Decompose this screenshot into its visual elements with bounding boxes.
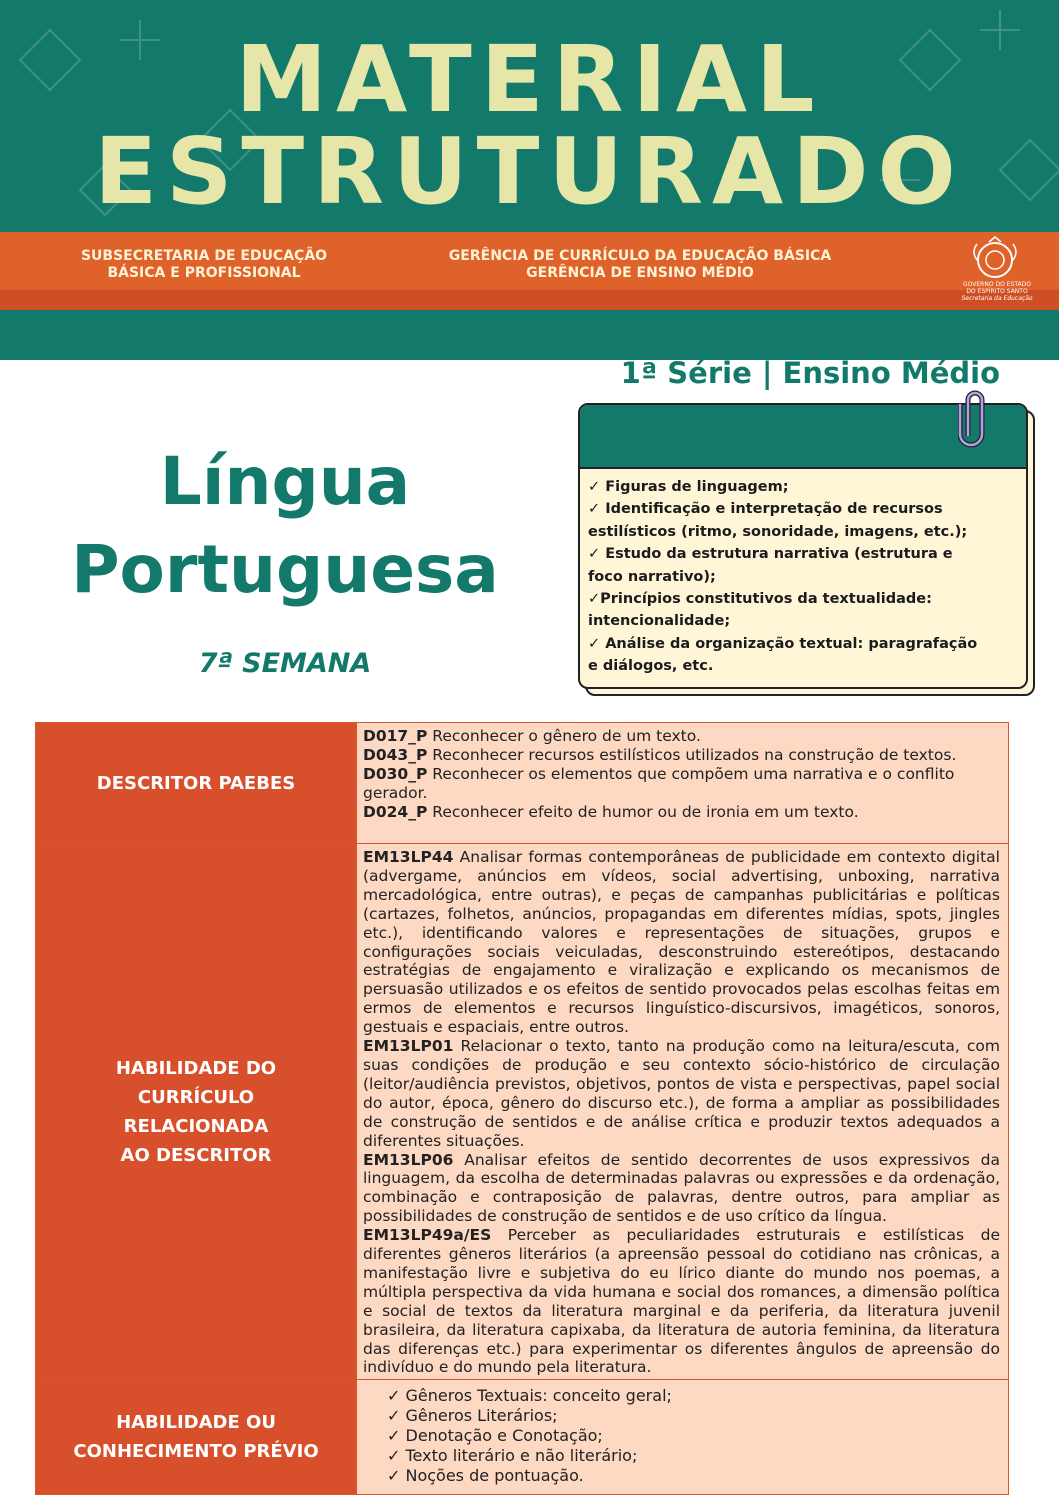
prior-header-line: HABILIDADE OU (116, 1412, 276, 1434)
topic-line: ✓ Estudo da estrutura narrativa (estrutura e (588, 546, 953, 563)
table-row-curriculum (36, 844, 1009, 1380)
descriptor-item (363, 765, 1000, 803)
crest-caption (952, 281, 1042, 302)
skill-text: Analisar formas contemporâneas de publicidade em contexto digital (advergame, anúncios em vídeos, social advertising, unboxing, narrativa mercadológica, entre outras), e peças de campanhas publicitárias e políticas (cartazes, folhetos, anúncios, propagandas em diferentes mídias, spots, jingles etc.), identificando valores e representações de situações, grupos e configurações sociais veiculadas, desconstruindo estereótipos, destacando estratégias de engajamento e viralização e explicando os mecanismos de persuasão utilizados e os efeitos de sentido provocados pelas escolhas feitas em ermos de elementos e recursos linguístico-discursivos, imagéticos, sonoros, gestuais e espaciais, entre outros. (363, 848, 1000, 1037)
gerencia-line1: GERÊNCIA DE CURRÍCULO DA EDUCAÇÃO BÁSICA (448, 248, 832, 264)
subject-title (40, 438, 530, 614)
skill-code: EM13LP01 (363, 1037, 454, 1056)
subject-line1: Língua (159, 443, 411, 520)
state-crest-icon (955, 236, 1035, 316)
table-row-prior-knowledge (36, 1380, 1009, 1495)
gerencia-label (430, 248, 850, 282)
prior-item: ✓ Denotação e Conotação; (387, 1426, 603, 1446)
descriptor-code: D017_P (363, 727, 428, 745)
topic-line: intencionalidade; (588, 613, 731, 630)
prior-knowledge-list (357, 1380, 1009, 1495)
curriculum-content (357, 844, 1009, 1380)
banner-bottom (0, 320, 1059, 360)
banner-title-line2: ESTRUTURADO (94, 118, 965, 225)
table-row-descriptor (36, 723, 1009, 844)
topics-list (588, 476, 1018, 678)
subsecretaria-label (70, 248, 338, 282)
descriptor-item (363, 746, 1000, 765)
skill-item (363, 848, 1000, 1037)
topic-line: ✓ Análise da organização textual: paragrafação (588, 635, 978, 652)
descriptor-header: DESCRITOR PAEBES (36, 723, 357, 844)
descriptor-content (357, 723, 1009, 844)
prior-item: ✓ Gêneros Literários; (387, 1406, 558, 1426)
topic-line: estilísticos (ritmo, sonoridade, imagens, etc.); (588, 523, 968, 540)
descriptor-text: Reconhecer efeito de humor ou de ironia em um texto. (427, 802, 859, 821)
prior-item: ✓ Noções de pontuação. (387, 1466, 584, 1486)
header-banner (0, 0, 1059, 360)
descriptor-text: Reconhecer os elementos que compõem uma narrativa e o conflito gerador. (363, 764, 955, 802)
prior-item: ✓ Gêneros Textuais: conceito geral; (387, 1386, 672, 1406)
curriculum-header-line: RELACIONADA (123, 1115, 269, 1137)
gerencia-line2: GERÊNCIA DE ENSINO MÉDIO (526, 265, 754, 281)
descriptor-code: D043_P (363, 745, 428, 764)
topic-line: ✓Princípios constitutivos da textualidade: (588, 591, 932, 608)
curriculum-header (36, 844, 357, 1380)
skills-table (35, 722, 1009, 1495)
descriptor-item (363, 803, 1000, 822)
topic-line: ✓ Figuras de linguagem; (588, 479, 789, 495)
paperclip-icon (958, 388, 992, 448)
skill-code: EM13LP49a/ES (363, 1226, 492, 1245)
skill-item (363, 1037, 1000, 1150)
topic-line: e diálogos, etc. (588, 658, 714, 675)
prior-item: ✓ Texto literário e não literário; (387, 1446, 638, 1466)
descriptor-text: Reconhecer o gênero de um texto. (427, 727, 701, 745)
crest-caption-line3: Secretaria da Educação (961, 295, 1033, 302)
skill-code: EM13LP44 (363, 848, 454, 866)
crest-caption-line1: GOVERNO DO ESTADO (963, 281, 1031, 288)
skill-text: Perceber as peculiaridades estruturais e estilísticas de diferentes gêneros literários (a apreensão pessoal do cotidiano nas crônicas, a manifestação livre e subjetiva do eu lírico diante do mundo nos poemas, a múltipla perspectiva da vida humana e social dos romances, a dimensão política e social de textos da literatura marginal e da periferia, da literatura juvenil brasileira, da literatura capixaba, da literatura de autoria feminina, da literatura das diferenças etc.) para experimentar os diferentes ângulos de apreensão do indivíduo e do mundo pela literatura. (363, 1226, 1000, 1377)
prior-knowledge-header (36, 1380, 357, 1495)
descriptor-code: D030_P (363, 764, 428, 783)
curriculum-header-line: AO DESCRITOR (120, 1144, 272, 1166)
skill-text: Analisar efeitos de sentido decorrentes de usos expressivos da linguagem, da escolha de determinadas palavras ou expressões e da ordenação, combinação e contraposição de palavras, dentre outros, para ampliar as possibilidades de construção de sentidos e de uso crítico da língua. (363, 1150, 1000, 1226)
prior-header-line: CONHECIMENTO PRÉVIO (73, 1441, 319, 1463)
week-label: 7ª SEMANA (198, 648, 372, 679)
descriptor-text: Reconhecer recursos estilísticos utilizados na construção de textos. (427, 745, 957, 764)
curriculum-header-line: HABILIDADE DO (115, 1057, 277, 1079)
subsecretaria-line1: SUBSECRETARIA DE EDUCAÇÃO (80, 248, 328, 264)
descriptor-item (363, 727, 1000, 746)
subject-line2: Portuguesa (71, 531, 499, 608)
skill-item (363, 1151, 1000, 1227)
curriculum-header-line: CURRÍCULO (137, 1086, 255, 1108)
skill-text: Relacionar o texto, tanto na produção como na leitura/escuta, com suas condições de produção e seu contexto sócio-histórico de circulação (leitor/audiência previstos, objetivos, pontos de vista e perspectivas, papel social do autor, época, gênero do discurso etc.), de forma a ampliar as possibilidades de construção de sentidos e de análise crítica e produzir textos adequados a diferentes situações. (363, 1037, 1000, 1150)
topic-line: ✓ Identificação e interpretação de recursos (588, 501, 943, 518)
descriptor-code: D024_P (363, 802, 428, 821)
banner-title-line1: MATERIAL (235, 26, 824, 133)
subsecretaria-line2: BÁSICA E PROFISSIONAL (107, 265, 301, 281)
topic-line: foco narrativo); (588, 568, 716, 585)
grade-label: 1ª Série | Ensino Médio (620, 356, 1000, 390)
skill-code: EM13LP06 (363, 1150, 454, 1169)
skill-item (363, 1226, 1000, 1377)
decorative-strip (0, 290, 1059, 310)
crest-caption-line2: DO ESPÍRITO SANTO (966, 288, 1028, 295)
